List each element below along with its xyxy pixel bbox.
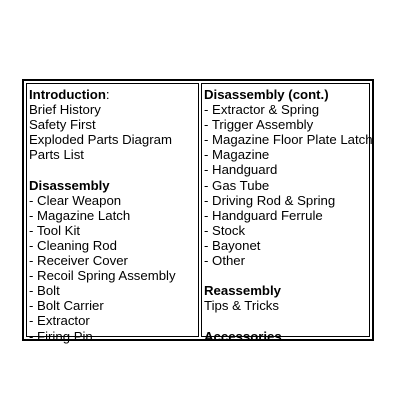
toc-item-brief-history: Brief History [29,102,101,118]
section-spacer [29,162,198,177]
toc-item-handguard: - Handguard [204,162,278,178]
toc-item-bolt: - Bolt [29,283,60,299]
toc-item-handguard-ferrule: - Handguard Ferrule [204,207,323,223]
table-of-contents [22,79,374,344]
toc-item-gas-tube: - Gas Tube [204,177,270,193]
disassembly-heading: Disassembly [29,177,110,193]
toc-item-magazine: - Magazine [204,147,270,163]
disassembly-cont-heading: Disassembly (cont.) [204,87,329,102]
section-spacer [204,268,369,283]
toc-item-parts-list: Parts List [29,147,84,163]
toc-item-safety-first: Safety First [29,117,96,133]
toc-item-bayonet: - Bayonet [204,237,261,253]
toc-item-tool-kit: - Tool Kit [29,222,81,238]
toc-item-extractor-spring: - Extractor & Spring [204,102,320,118]
introduction-heading: Introduction [29,87,106,102]
toc-item-stock: - Stock [204,222,246,238]
toc-right-column [201,83,373,344]
toc-item-bolt-carrier: - Bolt Carrier [29,298,104,314]
toc-item-trigger-assembly: - Trigger Assembly [204,117,314,133]
introduction-heading-line [29,87,198,102]
toc-item-exploded-parts-diagram: Exploded Parts Diagram [29,132,172,148]
toc-item-cleaning-rod: - Cleaning Rod [29,237,117,253]
toc-item-receiver-cover: - Receiver Cover [29,253,128,269]
toc-item-clear-weapon: - Clear Weapon [29,192,122,208]
reassembly-heading: Reassembly [204,283,281,299]
toc-item-driving-rod-spring: - Driving Rod & Spring [204,192,336,208]
toc-item-firing-pin: - Firing Pin [29,328,93,344]
toc-left-column [26,83,199,344]
section-spacer [204,313,369,328]
toc-item-magazine-latch: - Magazine Latch [29,207,131,223]
toc-item-tips-tricks: Tips & Tricks [204,298,279,314]
accessories-heading: Accessories [204,328,282,344]
toc-item-magazine-floor-plate-latch: - Magazine Floor Plate Latch [204,132,373,148]
toc-item-recoil-spring-assembly: - Recoil Spring Assembly [29,268,176,284]
toc-item-extractor: - Extractor [29,313,90,329]
toc-item-other: - Other [204,253,246,269]
introduction-heading-colon: : [105,87,110,102]
